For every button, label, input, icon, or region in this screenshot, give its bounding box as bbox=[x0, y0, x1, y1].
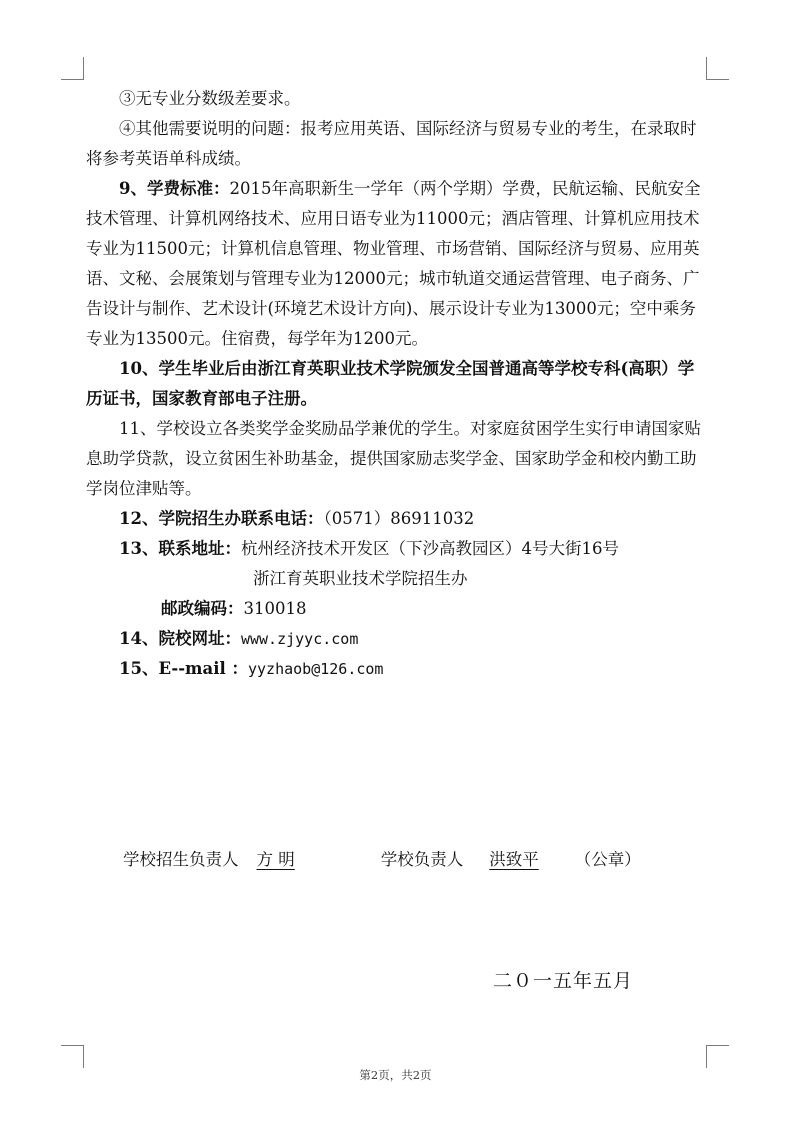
address-line1: 杭州经济技术开发区（下沙高教园区）4号大街16号 bbox=[240, 539, 619, 558]
page-corner-mark-bottom-left bbox=[61, 1045, 84, 1068]
address-label: 13、联系地址： bbox=[119, 539, 241, 558]
document-body bbox=[86, 84, 708, 684]
page-corner-mark-bottom-right bbox=[706, 1045, 729, 1068]
email-value: yyzhaob@126.com bbox=[247, 660, 384, 678]
school-head-label: 学校负责人 bbox=[380, 850, 464, 869]
item-10: 10、学生毕业后由浙江育英职业技术学院颁发全国普通高等学校专科(高职）学历证书，国家教育部电子注册。 bbox=[86, 359, 695, 408]
fee-label: 9、学费标准： bbox=[119, 179, 230, 198]
postal-code-row bbox=[86, 594, 708, 624]
item-3: ③无专业分数级差要求。 bbox=[119, 89, 301, 108]
website-label: 14、院校网址： bbox=[119, 629, 241, 648]
page-corner-mark-top-left bbox=[61, 57, 84, 80]
item-13-address bbox=[86, 534, 708, 564]
official-seal-text: （公章） bbox=[574, 850, 641, 869]
postal-label: 邮政编码： bbox=[161, 599, 244, 618]
signature-row bbox=[123, 846, 703, 870]
phone-label: 12、学院招生办联系电话： bbox=[119, 509, 324, 528]
item-15-email bbox=[86, 654, 708, 684]
item-9-fees bbox=[86, 174, 708, 354]
website-value: www.zjyyc.com bbox=[240, 630, 359, 648]
phone-value: （0571）86911032 bbox=[323, 509, 475, 528]
document-date: 二０一五年五月 bbox=[493, 970, 634, 992]
fee-text: 2015年高职新生一学年（两个学期）学费，民航运输、民航安全技术管理、计算机网络技术、应用日语专业为11000元；酒店管理、计算机应用技术专业为11500元；计算机信息管理、物业管理、市场营销、国际经济与贸易、应用英语、文秘、会展策划与管理专业为12000元；城市轨道交通运营管理、电子商务、广告设计与制作、艺术设计(环境艺术设计方向)、展示设计专业为13000元；空中乘务专业为13500元。住宿费，每学年为1200元。 bbox=[86, 179, 701, 348]
admissions-officer-name: 方 明 bbox=[256, 850, 295, 869]
page-footer: 第2页，共2页 bbox=[359, 1068, 432, 1082]
school-head-name: 洪致平 bbox=[489, 850, 539, 869]
email-label: 15、E--mail ： bbox=[119, 659, 248, 678]
item-12-phone bbox=[86, 504, 708, 534]
item-11: 11、学校设立各类奖学金奖励品学兼优的学生。对家庭贫困学生实行申请国家贴息助学贷款，设立贫困生补助基金，提供国家励志奖学金、国家助学金和校内勤工助学岗位津贴等。 bbox=[86, 419, 701, 498]
page-corner-mark-top-right bbox=[706, 57, 729, 80]
admissions-officer-label: 学校招生负责人 bbox=[123, 850, 239, 869]
postal-value: 310018 bbox=[243, 599, 307, 618]
item-14-website bbox=[86, 624, 708, 654]
address-line2: 浙江育英职业技术学院招生办 bbox=[253, 569, 468, 588]
item-4: ④其他需要说明的问题：报考应用英语、国际经济与贸易专业的考生，在录取时将参考英语单科成绩。 bbox=[86, 119, 697, 168]
